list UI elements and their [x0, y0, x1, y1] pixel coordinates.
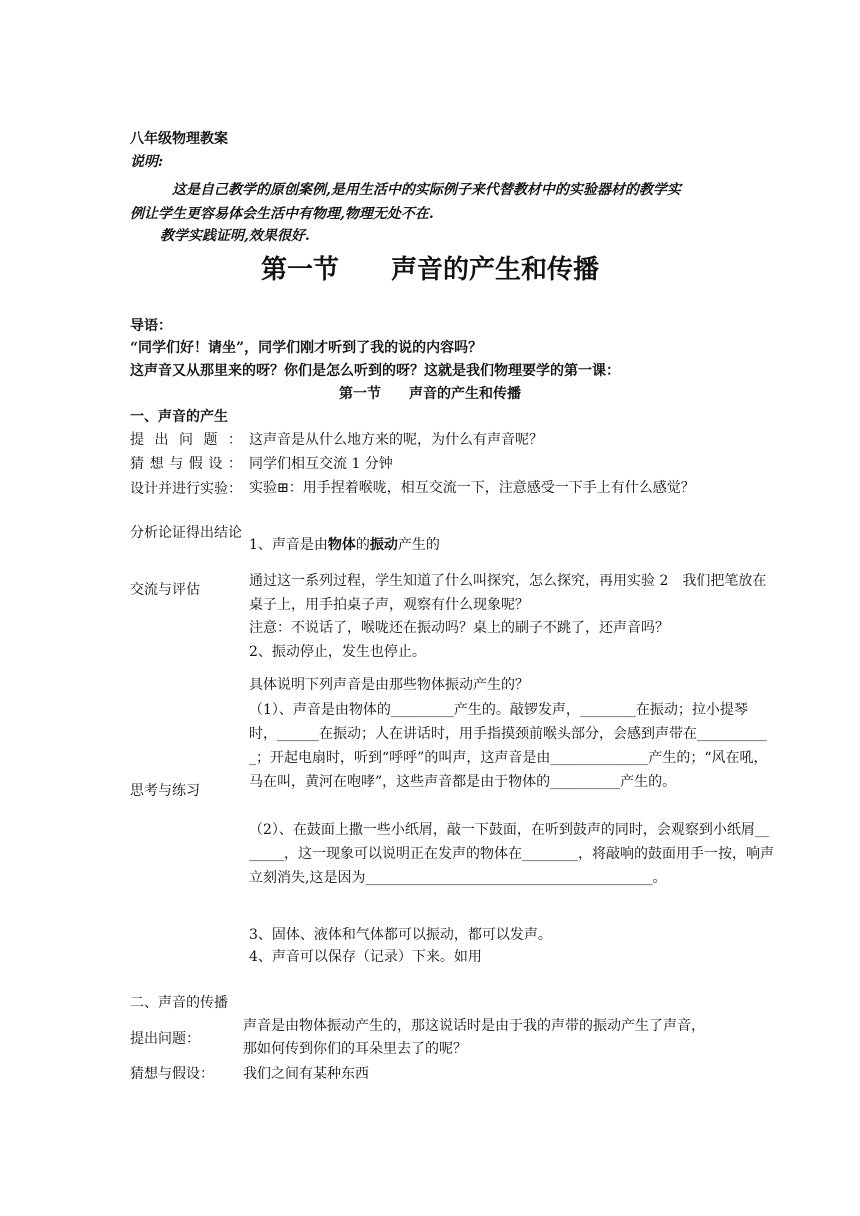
row-analysis-text [249, 534, 440, 556]
note-line-1: 这是自己教学的原创案例,是用生活中的实际例子来代替教材中的实验器材的教学实 [172, 182, 681, 198]
note-label: 说明: [130, 154, 164, 170]
intro-line-2: 这声音又从那里来的呀？你们是怎么听到的呀？这就是我们物理要学的第一课： [130, 363, 620, 379]
row-analysis-label: 分析论证得出结论 [130, 525, 242, 541]
row-think-text-2: （1）、声音是由物体的_________产生的。敲锣发声，________在振动；拉小提琴时，______在振动；人在讲话时，用手指摸颈前喉头部分，会感到声带在___________；开起电扇时，听到“呼呼”的叫声，这声音是由______________产生的；“风在吼，马在叫，黄河在咆哮”，这些声音都是由于物体的__________产生的。 [249, 702, 768, 790]
row-design-text: 实验⊞：用手捏着喉咙，相互交流一下，注意感受一下手上有什么感觉？ [249, 480, 695, 496]
main-title: 第一节 声音的产生和传播 [260, 255, 599, 285]
section-2-heading: 二、声音的传播 [130, 995, 228, 1011]
intro-line-1: “同学们好！请坐”，同学们刚才听到了我的说的内容吗？ [130, 340, 483, 356]
analysis-pre: 1、声音是由 [249, 537, 328, 553]
intro-label: 导语： [130, 318, 172, 334]
point-4: 4、声音可以保存（记录）下来。如用 [249, 949, 482, 965]
row-think-text-3: （2）、在鼓面上撒一些小纸屑，敲一下鼓面，在听到鼓声的同时，会观察到小纸屑_______，这一现象可以说明正在发声的物体在________，将敲响的鼓面用手一按，响声立刻消失,这是因为_________________________________________。 [249, 822, 774, 886]
analysis-mid: 的 [355, 537, 370, 553]
row2-guess-text: 我们之间有某种东西 [243, 1066, 369, 1082]
row-guess-label: 猜想与假设： [130, 456, 242, 472]
row2-ask-text-2: 那如何传到你们的耳朵里去了的呢？ [243, 1041, 467, 1057]
analysis-post: 产生的 [397, 537, 440, 553]
note-line-2: 例让学生更容易体会生活中有物理,物理无处不在. [130, 206, 434, 222]
row-eval-label: 交流与评估 [130, 582, 200, 598]
row-guess-text: 同学们相互交流 1 分钟 [249, 456, 393, 472]
row-ask-label: 提出问题： [130, 432, 242, 448]
analysis-bold-vibration: 振动 [369, 537, 398, 553]
row-think-label: 思考与练习 [130, 783, 200, 799]
section-1-heading: 一、声音的产生 [130, 409, 228, 425]
sub-title: 第一节 声音的产生和传播 [339, 386, 521, 402]
analysis-bold-object: 物体 [327, 537, 356, 553]
row-think-text-1: 具体说明下列声音是由那些物体振动产生的？ [249, 677, 529, 693]
row-eval-text-2: 注意：不说话了，喉咙还在振动吗？桌上的刷子不跳了，还声音吗？ [249, 620, 669, 636]
row2-ask-label: 提出问题： [130, 1031, 200, 1047]
note-line-3: 教学实践证明,效果很好. [160, 228, 310, 244]
row2-guess-label: 猜想与假设： [130, 1066, 214, 1082]
row-eval-text-3: 2、振动停止，发生也停止。 [249, 644, 426, 660]
row-design-label: 设计并进行实验： [130, 481, 242, 497]
row-ask-text: 这声音是从什么地方来的呢，为什么有声音呢？ [249, 432, 543, 448]
doc-header: 八年级物理教案 [130, 131, 228, 147]
point-3: 3、固体、液体和气体都可以振动，都可以发声。 [249, 927, 552, 943]
row-eval-text-1: 通过这一系列过程，学生知道了什么叫探究，怎么探究，再用实验 2 我们把笔放在桌子上，用手拍桌子声，观察有什么现象呢？ [249, 573, 767, 613]
row2-ask-text-1: 声音是由物体振动产生的，那这说话时是由于我的声带的振动产生了声音， [243, 1018, 705, 1034]
